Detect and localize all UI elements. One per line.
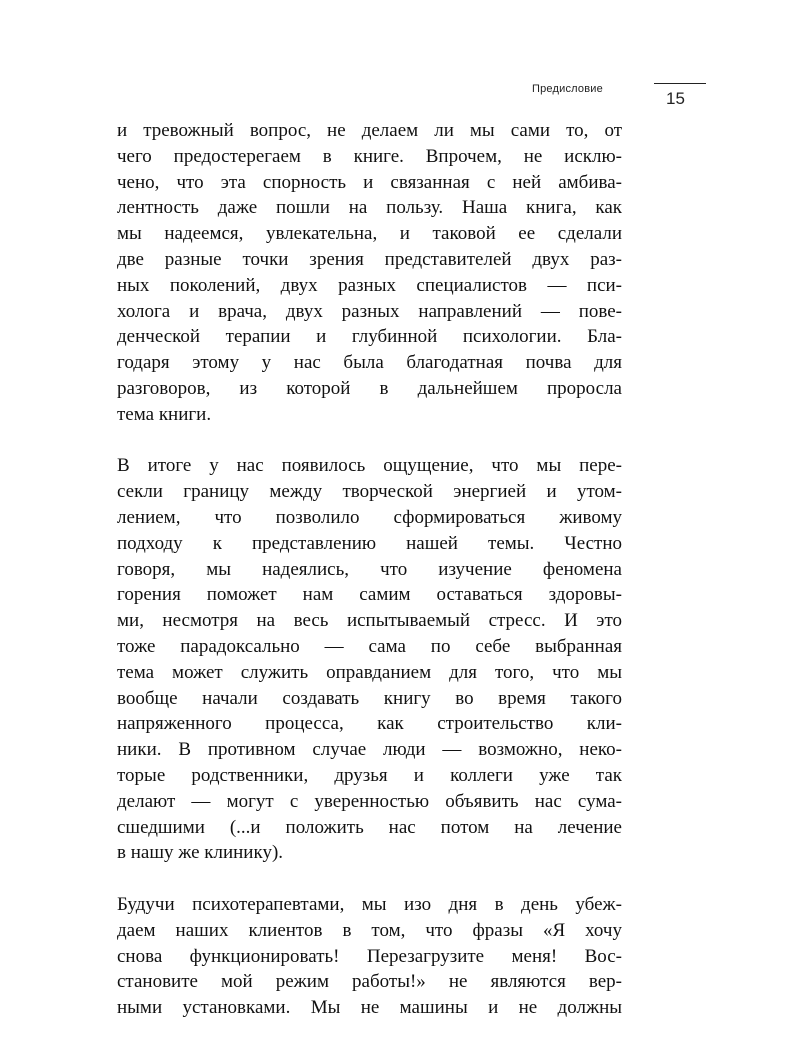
- text-line: вообще начали создавать книгу во время такого: [117, 687, 622, 709]
- page-number: 15: [666, 89, 685, 108]
- text-line: делают — могут с уверенностью объявить нас сума-: [117, 790, 622, 812]
- text-line: годаря этому у нас была благодатная почва для: [117, 352, 622, 374]
- text-line: ники. В противном случае люди — возможно, неко-: [117, 739, 622, 761]
- paragraph-1: [117, 118, 622, 428]
- text-line: лентность даже пошли на пользу. Наша книга, как: [117, 197, 622, 219]
- text-line: ми, несмотря на весь испытываемый стресс. И это: [117, 610, 622, 632]
- text-line: подходу к представлению нашей темы. Честно: [117, 532, 622, 554]
- text-line: тоже парадоксально — сама по себе выбранная: [117, 635, 622, 657]
- page-number-rule: [654, 83, 706, 84]
- text-line: становите мой режим работы!» не являются вер-: [117, 971, 622, 993]
- text-line: и тревожный вопрос, не делаем ли мы сами то, от: [117, 120, 622, 141]
- text-line: сшедшими (...и положить нас потом на лечение: [117, 816, 622, 838]
- paragraph-3: [117, 892, 622, 1021]
- text-line: говоря, мы надеялись, что изучение феномена: [117, 558, 622, 580]
- text-line: В итоге у нас появилось ощущение, что мы пере-: [117, 455, 622, 477]
- text-line: тема может служить оправданием для того, что мы: [117, 661, 622, 683]
- text-line: даем наших клиентов в том, что фразы «Я хочу: [117, 919, 622, 941]
- text-line: ными установками. Мы не машины и не должны: [117, 997, 622, 1019]
- paragraph-2: [117, 453, 622, 866]
- text-line: денческой терапии и глубинной психологии. Бла-: [117, 326, 622, 348]
- text-line: лением, что позволило сформироваться живому: [117, 506, 622, 528]
- body-text: [117, 118, 622, 1047]
- text-line: чего предостерегаем в книге. Впрочем, не исклю-: [117, 145, 622, 167]
- text-line: тема книги.: [117, 403, 212, 425]
- text-line: снова функционировать! Перезагрузите меня! Вос-: [117, 945, 622, 967]
- text-line: торые родственники, друзья и коллеги уже так: [117, 764, 622, 786]
- text-line: ных поколений, двух разных специалистов — пси-: [117, 274, 622, 296]
- text-line: разговоров, из которой в дальнейшем проросла: [117, 377, 622, 399]
- text-line: Будучи психотерапевтами, мы изо дня в день убеж-: [117, 893, 622, 915]
- text-line: напряженного процесса, как строительство кли-: [117, 713, 622, 735]
- text-line: чено, что эта спорность и связанная с ней амбива-: [117, 171, 622, 193]
- running-head-title: Предисловие: [532, 83, 603, 95]
- text-line: горения поможет нам самим оставаться здоровы-: [117, 584, 622, 606]
- text-line: мы надеемся, увлекательна, и таковой ее сделали: [117, 223, 622, 245]
- text-line: две разные точки зрения представителей двух раз-: [117, 248, 622, 270]
- text-line: холога и врача, двух разных направлений — пове-: [117, 300, 622, 322]
- text-line: в нашу же клинику).: [117, 842, 284, 864]
- text-line: секли границу между творческой энергией и утом-: [117, 481, 622, 503]
